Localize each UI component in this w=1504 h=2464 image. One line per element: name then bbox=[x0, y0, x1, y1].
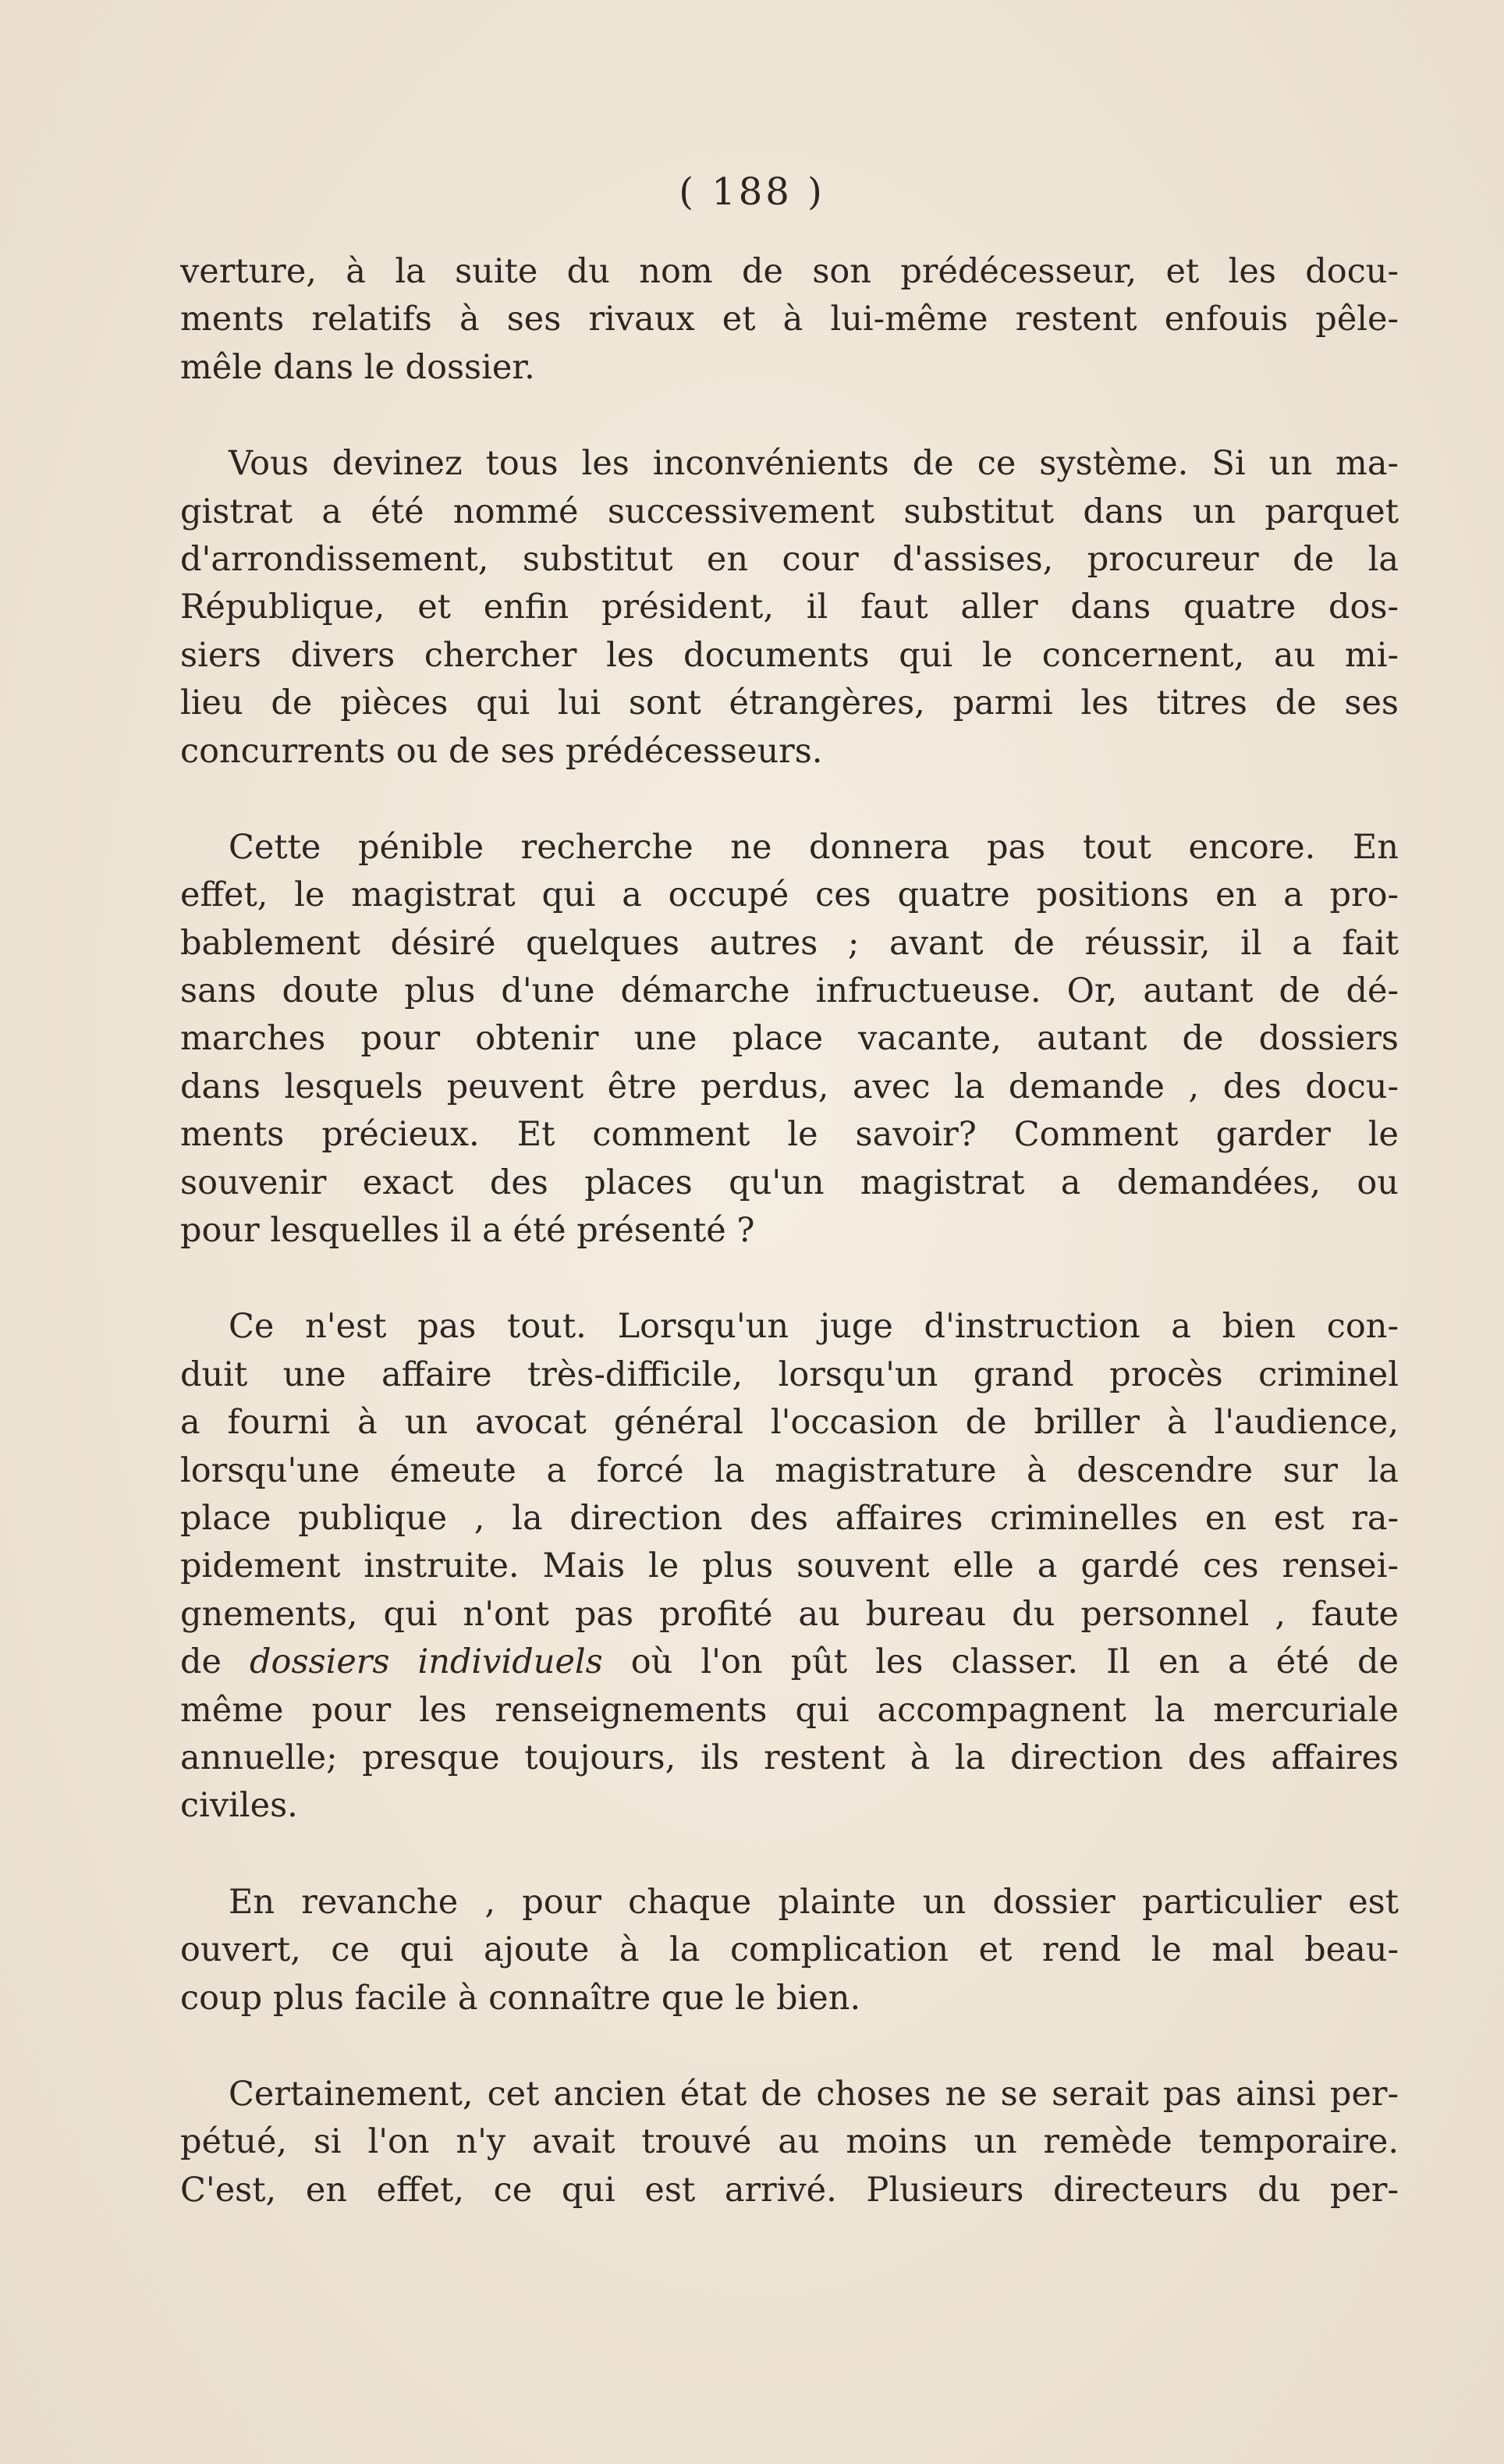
text-line: coup plus facile à connaître que le bien. bbox=[180, 1978, 861, 2018]
text-line: Ce n'est pas tout. Lorsqu'un juge d'instruction a bien con- bbox=[229, 1307, 1399, 1347]
text-line: ouvert, ce qui ajoute à la complication et rend le mal beau- bbox=[180, 1930, 1399, 1970]
text-line: annuelle; presque toujours, ils restent à la direction des affaires bbox=[180, 1738, 1399, 1777]
paragraph bbox=[180, 1303, 1399, 1830]
text-line: gistrat a été nommé successivement substitut dans un parquet bbox=[180, 492, 1399, 531]
text-line: ments relatifs à ses rivaux et à lui-même restent enfouis pêle- bbox=[180, 300, 1399, 339]
text-line: Vous devinez tous les inconvénients de ce système. Si un ma- bbox=[229, 444, 1399, 484]
text-line: C'est, en effet, ce qui est arrivé. Plusieurs directeurs du per- bbox=[180, 2170, 1399, 2210]
text-line: siers divers chercher les documents qui le concernent, au mi- bbox=[180, 635, 1399, 675]
italic-phrase: dossiers individuels bbox=[250, 1642, 603, 1682]
text-line: verture, à la suite du nom de son prédécesseur, et les docu- bbox=[180, 252, 1399, 291]
text-line: pidement instruite. Mais le plus souvent elle a gardé ces rensei- bbox=[180, 1546, 1399, 1586]
text-line: d'arrondissement, substitut en cour d'assises, procureur de la bbox=[180, 539, 1399, 579]
text-line: pour lesquelles il a été présenté ? bbox=[180, 1211, 755, 1251]
text-line: ments précieux. Et comment le savoir? Comment garder le bbox=[180, 1115, 1399, 1155]
paragraph bbox=[180, 824, 1399, 1255]
text-line: concurrents ou de ses prédécesseurs. bbox=[180, 731, 823, 771]
page-number-header: ( 188 ) bbox=[679, 170, 825, 214]
text-run: où l'on pût les classer. Il en a été de bbox=[602, 1642, 1399, 1682]
text-line: effet, le magistrat qui a occupé ces quatre positions en a pro- bbox=[180, 875, 1399, 915]
text-line: sans doute plus d'une démarche infructueuse. Or, autant de dé- bbox=[180, 971, 1399, 1011]
text-line: place publique , la direction des affaires criminelles en est ra- bbox=[180, 1498, 1399, 1538]
text-line: souvenir exact des places qu'un magistrat a demandées, ou bbox=[180, 1163, 1399, 1202]
text-line: dans lesquels peuvent être perdus, avec la demande , des docu- bbox=[180, 1067, 1399, 1106]
text-line: bablement désiré quelques autres ; avant de réussir, il a fait bbox=[180, 923, 1399, 963]
text-line: pétué, si l'on n'y avait trouvé au moins un remède temporaire. bbox=[180, 2122, 1399, 2162]
text-line: En revanche , pour chaque plainte un dossier particulier est bbox=[229, 1882, 1399, 1922]
text-line: civiles. bbox=[180, 1786, 298, 1826]
text-line: même pour les renseignements qui accompagnent la mercuriale bbox=[180, 1690, 1399, 1730]
body-text bbox=[180, 248, 1399, 2214]
text-line: marches pour obtenir une place vacante, autant de dossiers bbox=[180, 1019, 1399, 1059]
text-line: mêle dans le dossier. bbox=[180, 347, 535, 387]
paragraph bbox=[180, 248, 1399, 392]
text-line bbox=[180, 1639, 1399, 1686]
paragraph bbox=[180, 1879, 1399, 2022]
text-line: lieu de pièces qui lui sont étrangères, parmi les titres de ses bbox=[180, 683, 1399, 723]
text-line: duit une affaire très-difficile, lorsqu'un grand procès criminel bbox=[180, 1354, 1399, 1394]
text-line: République, et enfin président, il faut aller dans quatre dos- bbox=[180, 588, 1399, 627]
paragraph bbox=[180, 2071, 1399, 2214]
text-line: Certainement, cet ancien état de choses ne se serait pas ainsi per- bbox=[229, 2074, 1399, 2114]
text-line: a fourni à un avocat général l'occasion de briller à l'audience, bbox=[180, 1403, 1399, 1443]
paragraph bbox=[180, 440, 1399, 776]
text-line: Cette pénible recherche ne donnera pas tout encore. En bbox=[229, 827, 1399, 867]
text-run: de bbox=[180, 1642, 250, 1682]
text-line: gnements, qui n'ont pas profité au bureau du personnel , faute bbox=[180, 1594, 1399, 1634]
text-line: lorsqu'une émeute a forcé la magistrature à descendre sur la bbox=[180, 1450, 1399, 1490]
